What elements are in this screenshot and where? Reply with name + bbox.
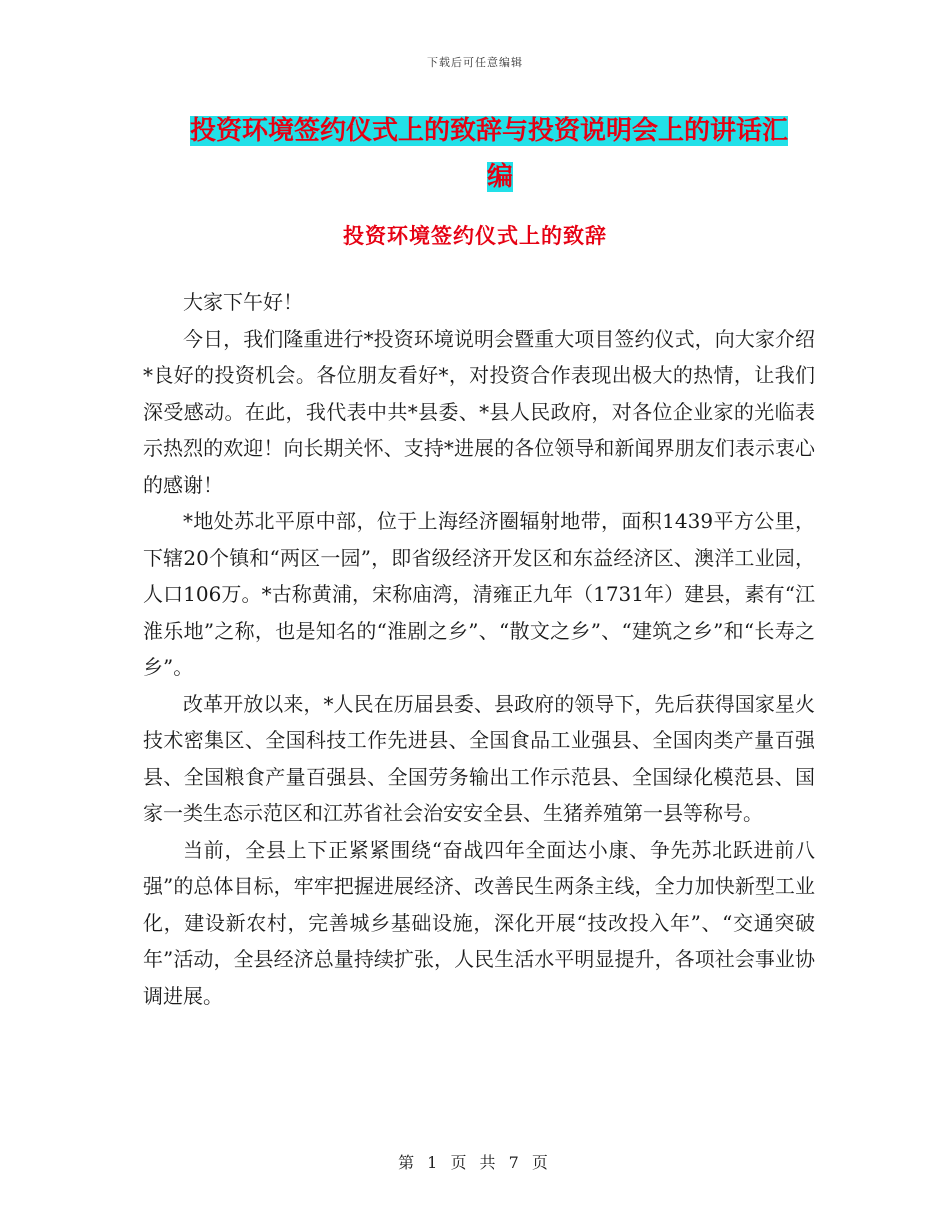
page-footer: 第 1 页 共 7 页 <box>398 1153 552 1172</box>
body-text <box>143 284 815 1014</box>
title-line-1: 投资环境签约仪式上的致辞与投资说明会上的讲话汇 <box>190 116 789 146</box>
paragraph: *地处苏北平原中部，位于上海经济圈辐射地带，面积1439平方公里，下辖20个镇和“两区一园”，即省级经济开发区和东益经济区、澳洋工业园，人口106万。*古称黄浦，宋称庙湾，清雍正九年（1731年）建县，素有“江淮乐地”之称，也是知名的“淮剧之乡”、“散文之乡”、“建筑之乡”和“长寿之乡”。 <box>143 509 815 679</box>
section-title: 投资环境签约仪式上的致辞 <box>343 224 607 248</box>
paragraph: 当前，全县上下正紧紧围绕“奋战四年全面达小康、争先苏北跃进前八强”的总体目标，牢牢把握进展经济、改善民生两条主线，全力加快新型工业化，建设新农村，完善城乡基础设施，深化开展“技改投入年”、“交通突破年”活动，全县经济总量持续扩张，人民生活水平明显提升，各项社会事业协调进展。 <box>143 837 815 1008</box>
document-title <box>190 108 810 200</box>
title-line-2: 编 <box>486 162 513 192</box>
paragraph: 改革开放以来，*人民在历届县委、县政府的领导下，先后获得国家星火技术密集区、全国科技工作先进县、全国食品工业强县、全国肉类产量百强县、全国粮食产量百强县、全国劳务输出工作示范县、全国绿化模范县、国家一类生态示范区和江苏省社会治安安全县、生猪养殖第一县等称号。 <box>143 691 815 825</box>
paragraph: 今日，我们隆重进行*投资环境说明会暨重大项目签约仪式，向大家介绍*良好的投资机会。各位朋友看好*，对投资合作表现出极大的热情，让我们深受感动。在此，我代表中共*县委、*县人民政府，对各位企业家的光临表示热烈的欢迎！向长期关怀、支持*进展的各位领导和新闻界朋友们表示衷心的感谢！ <box>143 326 815 497</box>
paragraph-greeting: 大家下午好！ <box>183 290 303 314</box>
header-note: 下载后可任意编辑 <box>427 56 523 69</box>
